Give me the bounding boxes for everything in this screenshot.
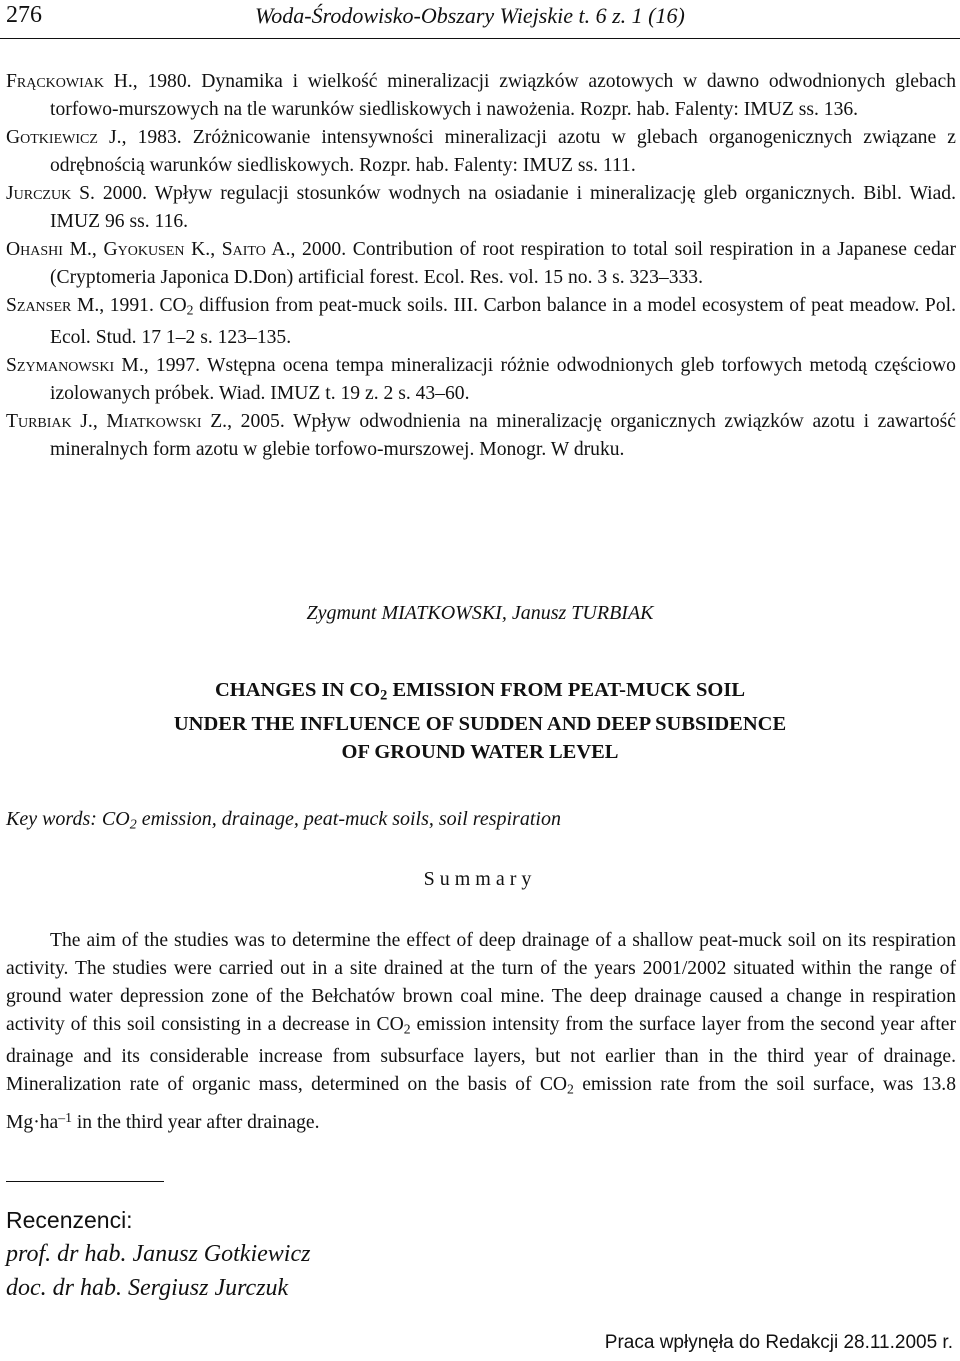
subscript: 2 [380,687,388,704]
reference-text: , 1980. Dynamika i wielkość mineralizacji związków azotowych w dawno odwodnionych glebach torfowo-murszowych na tle warunków siedliskowych i nawożenia. Rozpr. hab. Falenty: IMUZ ss. 136. [50,71,956,120]
keywords: Key words: $CO_2$ emission, drainage, peat-muck soils, soil respiration [6,808,561,833]
reference-item [6,68,956,124]
received-date: Praca wpłynęła do Redakcji 28.11.2005 r. [604,1332,953,1353]
reference-author: Turbiak J., Miatkowski Z. [6,411,228,433]
reference-author: Szymanowski M. [6,355,144,377]
reviewers [6,1203,310,1305]
reviewers-label: Recenzenci: [6,1207,133,1233]
reviewer-name: doc. dr hab. Sergiusz Jurczuk [6,1275,289,1301]
subscript: 2 [567,1081,574,1097]
page-number: 276 [6,2,42,28]
reference-item [6,352,956,408]
title-line: UNDER THE INFLUENCE OF SUDDEN AND DEEP SUBSIDENCE [173,712,787,735]
footnote-rule [6,1181,164,1182]
reference-text: , 2005. Wpływ odwodnienia na mineralizację organicznych związków azotu i zawartość mineralnych form azotu w glebie torfowo-murszowej. Monogr. W druku. [50,411,956,461]
reference-item [6,292,956,352]
summary-heading: Summary [423,868,537,890]
article-title [0,676,960,766]
subscript: 2 [186,302,194,318]
reference-list [6,68,956,464]
reference-author: Ohashi M., Gyokusen K., Saito A. [6,239,291,260]
reference-item [6,408,956,464]
header-rule [0,38,960,39]
reference-author: Gotkiewicz J. [6,127,122,148]
reference-text: , 1997. Wstępna ocena tempa mineralizacji różnie odwodnionych gleb torfowych metodą częściowo izolowanych próbek. Wiad. IMUZ t. 19 z. 2 s. 43–60. [50,355,956,405]
reference-author: Jurczuk S. [6,183,95,204]
title-line: OF GROUND WATER LEVEL [341,740,619,763]
subscript: 2 [403,1021,411,1037]
reference-text: , 1983. Zróżnicowanie intensywności mineralizacji azotu w glebach organogenicznych związane z odrębnością warunków siedliskowych. Rozpr. hab. Falenty: IMUZ ss. 111. [50,127,956,176]
reference-author: Szanser M. [6,295,100,316]
reference-text: , 1991. CO [99,295,187,316]
reference-text: diffusion from peat-muck soils. III. Carbon balance in a model ecosystem of peat meadow. Pol. Ecol. Stud. 17 1–2 s. 123–135. [50,295,956,349]
running-head: Woda-Środowisko-Obszary Wiejskie t. 6 z. 1 (16) [255,3,685,28]
summary-paragraph: The aim of the studies was to determine the effect of deep drainage of a shallow peat-muck soil on its respiration activity. The studies were carried out in a site drained at the turn of the years 2001/2002 situated within the range of ground water depression zone of the Bełchatów brown coal mine. The deep drainage caused a change in respiration activity of this soil consisting in a decrease in $CO_2$ emission intensity from the surface layer from the second year after drainage and its considerable increase from subsurface layers, but not earlier than in the third year of drainage. Mineralization rate of organic mass, determined on the basis of $CO_2$ emission rate from the soil surface, was 13.8 $Mg\cdot ha^{-1}$ in the third year after drainage. [6,930,956,1134]
subscript: 2 [129,817,137,833]
reference-item [6,124,956,180]
reference-item [6,180,956,236]
superscript: –1 [58,1109,72,1125]
reference-text: , 2000. Contribution of root respiration to total soil respiration in a Japanese cedar (Cryptomeria Japonica D.Don) artificial forest. Ecol. Res. vol. 15 no. 3 s. 323–333. [50,239,956,288]
reference-text: 2000. Wpływ regulacji stosunków wodnych na osiadanie i mineralizację gleb organicznych. Bibl. Wiad. IMUZ 96 ss. 116. [50,183,956,232]
article-authors: Zygmunt MIATKOWSKI, Janusz TURBIAK [306,602,654,624]
reviewer-name: prof. dr hab. Janusz Gotkiewicz [6,1241,311,1267]
reference-item [6,236,956,292]
title-line: CHANGES IN $CO_2$ EMISSION FROM PEAT-MUCK SOIL [215,679,745,704]
reference-author: Frąckowiak H. [6,71,133,92]
